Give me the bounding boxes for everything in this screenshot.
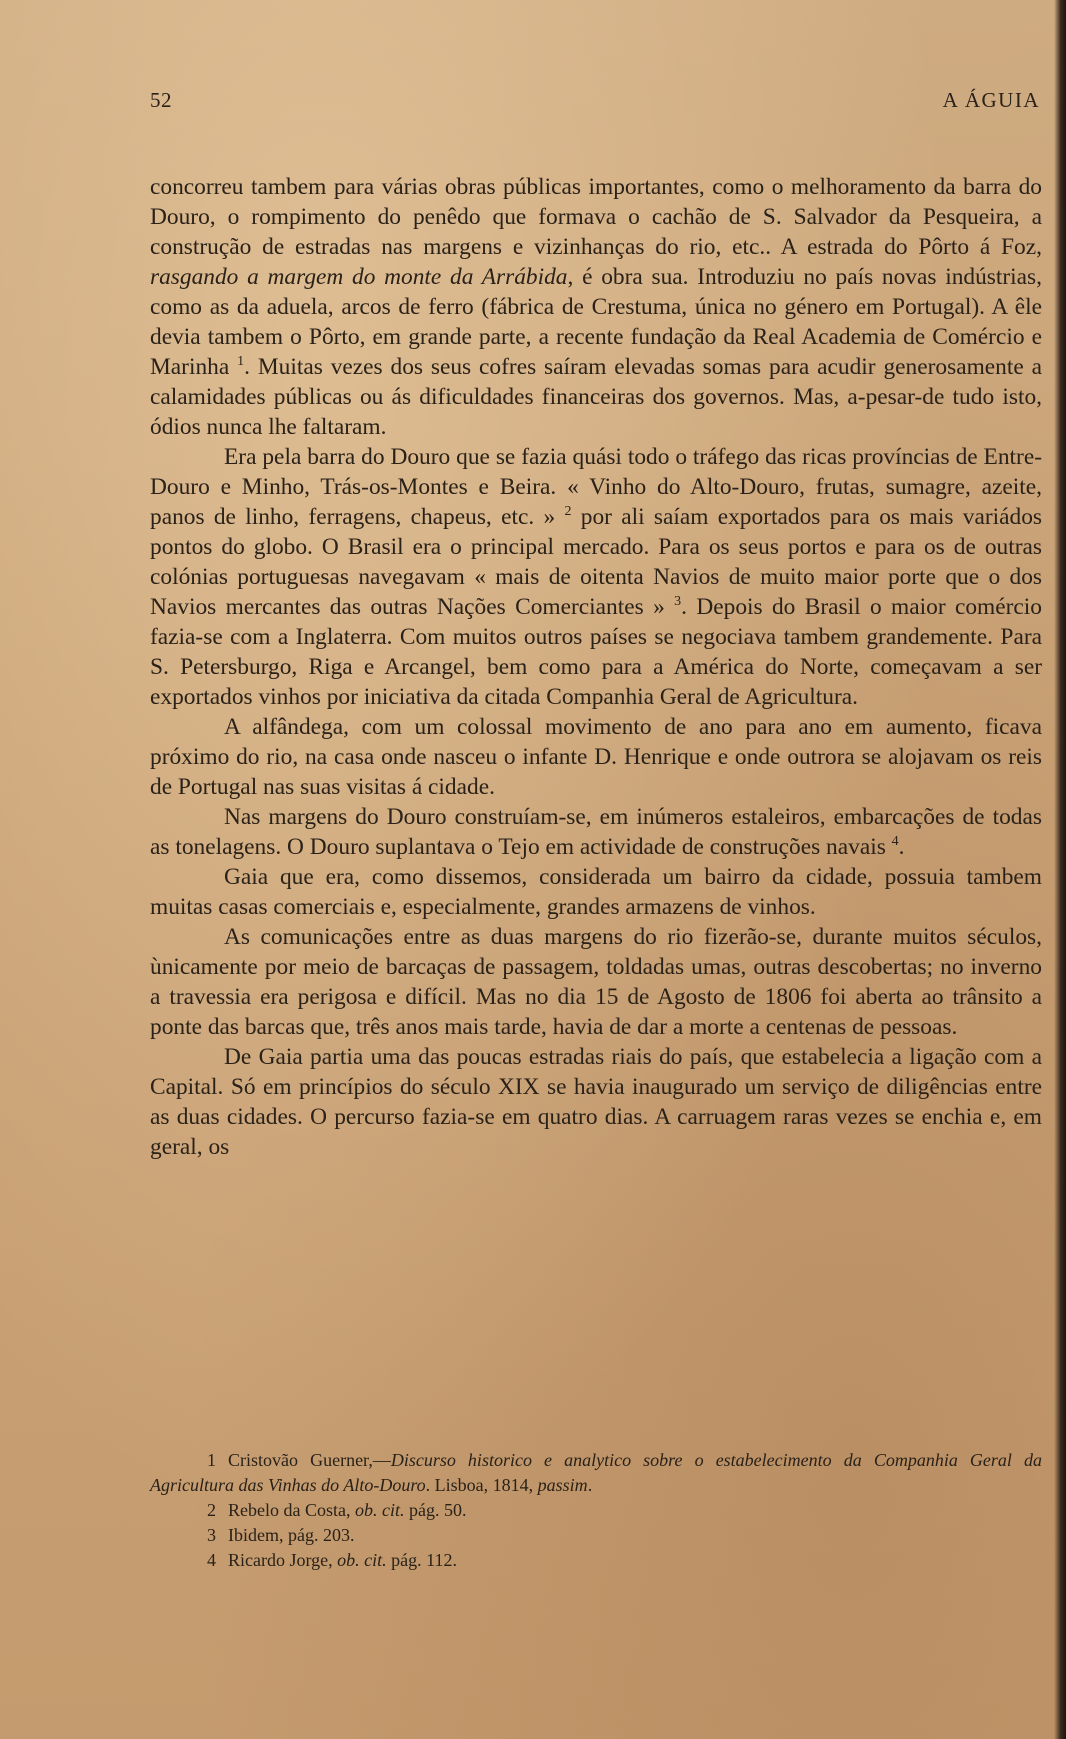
text-run: Era pela barra do Douro que se fazia quási todo o tráfego das ricas províncias de Entre-Douro e Minho, Trás-os-Montes e Beira. « Vinho do Alto-Douro, frutas, sumagre, azeite, panos de linho, ferragens, chapeus, etc. » (150, 444, 1042, 530)
text-run: Ricardo Jorge, (228, 1550, 338, 1570)
page-number: 52 (150, 88, 172, 112)
text-run: Gaia que era, como dissemos, considerada um bairro da cidade, possuia tambem muitas casas comerciais e, especialmente, grandes armazens de vinhos. (150, 864, 1042, 920)
footnote-number: 2 (207, 1500, 216, 1520)
text-run: Ibidem, pág. 203. (228, 1525, 355, 1545)
footnote-reference: 1 (237, 354, 245, 369)
running-head (150, 88, 1042, 116)
italic-text: Discurso historico e analytico sobre o estabelecimento da Companhia Geral da Agricultura das Vinhas do Alto-Douro (150, 1450, 1043, 1495)
footnote-reference: 2 (564, 504, 572, 519)
text-run: As comunicações entre as duas margens do rio fizerão-se, durante muitos séculos, ùnicamente por meio de barcaças de passagem, toldadas umas, outras descobertas; no inverno a travessia era perigosa e difícil. Mas no dia 15 de Agosto de 1806 foi aberta ao trânsito a ponte das barcas que, três anos mais tarde, havia de dar a morte a centenas de pessoas. (150, 924, 1042, 1040)
footnote (150, 1448, 1042, 1498)
footnote-reference: 4 (891, 834, 899, 849)
text-run: A alfândega, com um colossal movimento de ano para ano em aumento, ficava próximo do rio, na casa onde nasceu o infante D. Henrique e onde outrora se alojavam os reis de Portugal nas suas visitas á cidade. (150, 714, 1042, 800)
text-run: concorreu tambem para várias obras públicas importantes, como o melhoramento da barra do Douro, o rompimento do penêdo que formava o cachão de S. Salvador da Pesqueira, a construção de estradas nas margens e vizinhanças do rio, etc.. A estrada do Pôrto á Foz, (150, 174, 1042, 260)
paragraph (150, 922, 1042, 1042)
paragraph (150, 712, 1042, 802)
text-run: por ali saíam exportados para os mais variádos pontos do globo. O Brasil era o principal mercado. Para os seus portos e para os de outras colónias portuguesas navegavam « mais de oitenta Navios de muito maior porte que o dos Navios mercantes das outras Nações Comerciantes » (150, 504, 1042, 620)
footnote (150, 1523, 1042, 1548)
footnote (150, 1548, 1042, 1573)
paragraph (150, 172, 1042, 442)
text-run: . (587, 1475, 593, 1495)
footnote (150, 1498, 1042, 1523)
text-run: . (898, 834, 905, 860)
text-run: pág. 112. (386, 1550, 457, 1570)
text-run: Cristovão Guerner,— (228, 1450, 391, 1470)
page-edge-shadow (1054, 0, 1066, 1739)
italic-text: passim (537, 1475, 588, 1495)
italic-text: ob. cit. (337, 1550, 387, 1570)
running-title: A ÁGUIA (942, 88, 1040, 112)
text-run: , é obra sua. Introduziu no país novas indústrias, como as da aduela, arcos de ferro (fábrica de Crestuma, única no género em Portugal). A êle devia tambem o Pôrto, em grande parte, a recente fundação da Real Academia de Comércio e Marinha (150, 264, 1043, 380)
text-run: Nas margens do Douro construíam-se, em inúmeros estaleiros, embarcações de todas as tonelagens. O Douro suplantava o Tejo em actividade de construções navais (150, 804, 1042, 860)
paragraph (150, 442, 1042, 712)
footnote-number: 4 (207, 1550, 216, 1570)
footnotes (150, 1448, 1042, 1573)
text-run: pág. 50. (404, 1500, 467, 1520)
footnote-number: 1 (207, 1450, 216, 1470)
footnote-reference: 3 (674, 594, 682, 609)
text-run: . Depois do Brasil o maior comércio fazia-se com a Inglaterra. Com muitos outros países se negociava tambem grandemente. Para S. Petersburgo, Riga e Arcangel, bem como para a América do Norte, começavam a ser exportados vinhos por iniciativa da citada Companhia Geral de Agricultura. (150, 594, 1042, 710)
footnote-number: 3 (207, 1525, 216, 1545)
text-run: . Muitas vezes dos seus cofres saíram elevadas somas para acudir generosamente a calamidades públicas ou ás dificuldades financeiras dos governos. Mas, a-pesar-de tudo isto, ódios nunca lhe faltaram. (150, 354, 1042, 440)
italic-text: ob. cit. (354, 1500, 405, 1520)
paragraph (150, 1042, 1042, 1162)
paragraph (150, 802, 1042, 862)
text-run: . Lisboa, 1814, (425, 1475, 538, 1495)
body-text (150, 172, 1042, 1162)
italic-text: rasgando a margem do monte da Arrábida (150, 264, 568, 290)
text-run: Rebelo da Costa, (228, 1500, 355, 1520)
text-run: De Gaia partia uma das poucas estradas riais do país, que estabelecia a ligação com a Capital. Só em princípios do século XIX se havia inaugurado um serviço de diligências entre as duas cidades. O percurso fazia-se em quatro dias. A carruagem raras vezes se enchia e, em geral, os (150, 1044, 1042, 1160)
paragraph (150, 862, 1042, 922)
